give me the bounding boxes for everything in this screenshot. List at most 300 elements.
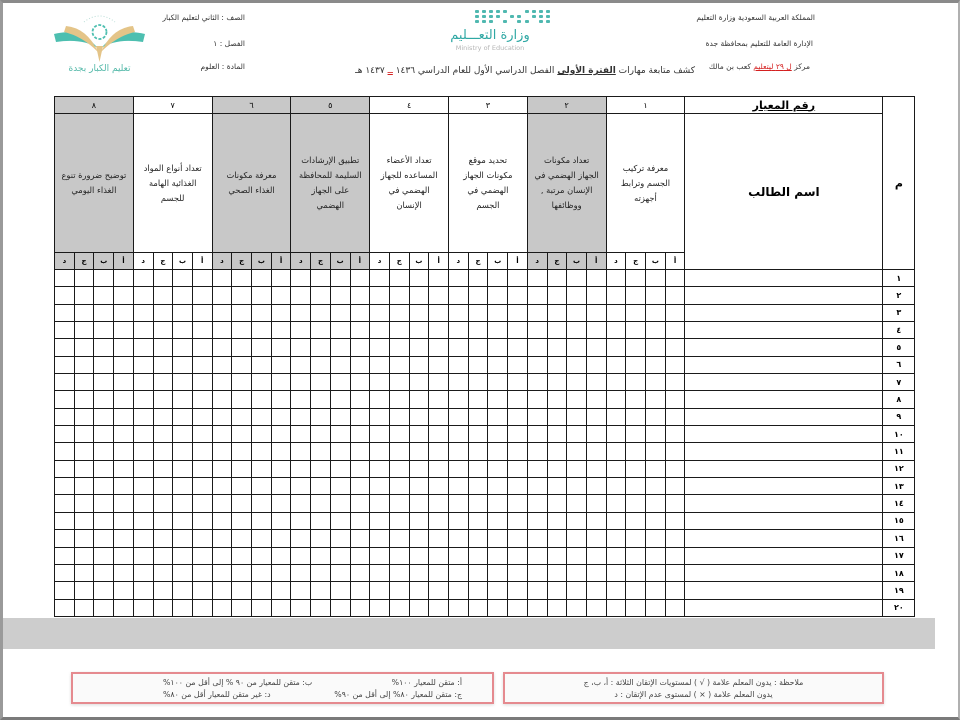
mark-cell[interactable] (271, 287, 291, 304)
mark-cell[interactable] (488, 391, 508, 408)
mark-cell[interactable] (252, 391, 272, 408)
mark-cell[interactable] (291, 460, 311, 477)
mark-cell[interactable] (606, 356, 626, 373)
mark-cell[interactable] (330, 599, 350, 616)
mark-cell[interactable] (173, 356, 193, 373)
mark-cell[interactable] (429, 564, 449, 581)
student-name-cell[interactable] (685, 287, 883, 304)
mark-cell[interactable] (153, 287, 173, 304)
mark-cell[interactable] (468, 512, 488, 529)
mark-cell[interactable] (488, 512, 508, 529)
mark-cell[interactable] (350, 270, 370, 287)
student-name-cell[interactable] (685, 530, 883, 547)
mark-cell[interactable] (665, 374, 685, 391)
mark-cell[interactable] (508, 599, 528, 616)
mark-cell[interactable] (114, 599, 134, 616)
mark-cell[interactable] (94, 426, 114, 443)
mark-cell[interactable] (271, 599, 291, 616)
mark-cell[interactable] (232, 304, 252, 321)
mark-cell[interactable] (448, 512, 468, 529)
mark-cell[interactable] (173, 408, 193, 425)
mark-cell[interactable] (291, 339, 311, 356)
mark-cell[interactable] (547, 287, 567, 304)
mark-cell[interactable] (55, 443, 75, 460)
mark-cell[interactable] (232, 512, 252, 529)
mark-cell[interactable] (606, 547, 626, 564)
mark-cell[interactable] (291, 426, 311, 443)
mark-cell[interactable] (547, 426, 567, 443)
mark-cell[interactable] (114, 391, 134, 408)
mark-cell[interactable] (389, 512, 409, 529)
mark-cell[interactable] (173, 287, 193, 304)
mark-cell[interactable] (626, 599, 646, 616)
mark-cell[interactable] (114, 478, 134, 495)
mark-cell[interactable] (567, 426, 587, 443)
mark-cell[interactable] (606, 599, 626, 616)
mark-cell[interactable] (665, 564, 685, 581)
mark-cell[interactable] (488, 582, 508, 599)
mark-cell[interactable] (488, 495, 508, 512)
mark-cell[interactable] (311, 391, 331, 408)
mark-cell[interactable] (508, 426, 528, 443)
mark-cell[interactable] (94, 460, 114, 477)
student-name-cell[interactable] (685, 270, 883, 287)
mark-cell[interactable] (232, 530, 252, 547)
mark-cell[interactable] (173, 512, 193, 529)
mark-cell[interactable] (508, 564, 528, 581)
mark-cell[interactable] (606, 478, 626, 495)
student-name-cell[interactable] (685, 547, 883, 564)
mark-cell[interactable] (350, 460, 370, 477)
mark-cell[interactable] (646, 460, 666, 477)
mark-cell[interactable] (311, 270, 331, 287)
mark-cell[interactable] (271, 512, 291, 529)
mark-cell[interactable] (646, 478, 666, 495)
mark-cell[interactable] (330, 547, 350, 564)
mark-cell[interactable] (350, 564, 370, 581)
mark-cell[interactable] (311, 408, 331, 425)
mark-cell[interactable] (173, 495, 193, 512)
mark-cell[interactable] (429, 530, 449, 547)
mark-cell[interactable] (567, 478, 587, 495)
mark-cell[interactable] (133, 304, 153, 321)
mark-cell[interactable] (133, 478, 153, 495)
mark-cell[interactable] (153, 391, 173, 408)
mark-cell[interactable] (173, 530, 193, 547)
mark-cell[interactable] (173, 443, 193, 460)
mark-cell[interactable] (488, 547, 508, 564)
mark-cell[interactable] (646, 512, 666, 529)
mark-cell[interactable] (55, 374, 75, 391)
mark-cell[interactable] (133, 460, 153, 477)
mark-cell[interactable] (547, 374, 567, 391)
mark-cell[interactable] (665, 443, 685, 460)
mark-cell[interactable] (448, 408, 468, 425)
mark-cell[interactable] (409, 408, 429, 425)
mark-cell[interactable] (429, 304, 449, 321)
mark-cell[interactable] (173, 599, 193, 616)
mark-cell[interactable] (586, 270, 606, 287)
mark-cell[interactable] (488, 460, 508, 477)
mark-cell[interactable] (567, 460, 587, 477)
mark-cell[interactable] (350, 374, 370, 391)
mark-cell[interactable] (55, 460, 75, 477)
mark-cell[interactable] (153, 547, 173, 564)
mark-cell[interactable] (665, 391, 685, 408)
mark-cell[interactable] (133, 530, 153, 547)
mark-cell[interactable] (389, 304, 409, 321)
mark-cell[interactable] (429, 478, 449, 495)
mark-cell[interactable] (527, 408, 547, 425)
mark-cell[interactable] (586, 547, 606, 564)
mark-cell[interactable] (114, 374, 134, 391)
mark-cell[interactable] (665, 356, 685, 373)
mark-cell[interactable] (586, 304, 606, 321)
mark-cell[interactable] (409, 443, 429, 460)
mark-cell[interactable] (192, 495, 212, 512)
mark-cell[interactable] (350, 512, 370, 529)
mark-cell[interactable] (547, 512, 567, 529)
mark-cell[interactable] (370, 426, 390, 443)
mark-cell[interactable] (55, 530, 75, 547)
mark-cell[interactable] (271, 322, 291, 339)
mark-cell[interactable] (114, 582, 134, 599)
mark-cell[interactable] (311, 547, 331, 564)
mark-cell[interactable] (153, 322, 173, 339)
mark-cell[interactable] (212, 478, 232, 495)
mark-cell[interactable] (567, 270, 587, 287)
mark-cell[interactable] (192, 339, 212, 356)
mark-cell[interactable] (330, 339, 350, 356)
mark-cell[interactable] (370, 495, 390, 512)
mark-cell[interactable] (547, 270, 567, 287)
mark-cell[interactable] (350, 408, 370, 425)
mark-cell[interactable] (173, 564, 193, 581)
mark-cell[interactable] (212, 582, 232, 599)
mark-cell[interactable] (508, 582, 528, 599)
mark-cell[interactable] (74, 564, 94, 581)
mark-cell[interactable] (508, 339, 528, 356)
mark-cell[interactable] (192, 460, 212, 477)
mark-cell[interactable] (153, 460, 173, 477)
mark-cell[interactable] (488, 304, 508, 321)
mark-cell[interactable] (212, 322, 232, 339)
mark-cell[interactable] (252, 599, 272, 616)
mark-cell[interactable] (291, 564, 311, 581)
mark-cell[interactable] (94, 582, 114, 599)
mark-cell[interactable] (192, 426, 212, 443)
mark-cell[interactable] (527, 582, 547, 599)
student-name-cell[interactable] (685, 322, 883, 339)
mark-cell[interactable] (468, 374, 488, 391)
mark-cell[interactable] (55, 356, 75, 373)
mark-cell[interactable] (468, 426, 488, 443)
mark-cell[interactable] (330, 287, 350, 304)
mark-cell[interactable] (311, 339, 331, 356)
mark-cell[interactable] (133, 391, 153, 408)
mark-cell[interactable] (488, 530, 508, 547)
mark-cell[interactable] (173, 270, 193, 287)
mark-cell[interactable] (94, 512, 114, 529)
mark-cell[interactable] (488, 478, 508, 495)
mark-cell[interactable] (291, 304, 311, 321)
mark-cell[interactable] (350, 304, 370, 321)
mark-cell[interactable] (626, 530, 646, 547)
mark-cell[interactable] (55, 287, 75, 304)
mark-cell[interactable] (114, 530, 134, 547)
mark-cell[interactable] (232, 322, 252, 339)
mark-cell[interactable] (252, 564, 272, 581)
mark-cell[interactable] (114, 443, 134, 460)
mark-cell[interactable] (74, 495, 94, 512)
mark-cell[interactable] (212, 547, 232, 564)
mark-cell[interactable] (232, 270, 252, 287)
mark-cell[interactable] (173, 426, 193, 443)
mark-cell[interactable] (330, 530, 350, 547)
mark-cell[interactable] (370, 547, 390, 564)
mark-cell[interactable] (232, 374, 252, 391)
mark-cell[interactable] (212, 460, 232, 477)
mark-cell[interactable] (114, 287, 134, 304)
mark-cell[interactable] (370, 391, 390, 408)
mark-cell[interactable] (567, 408, 587, 425)
mark-cell[interactable] (389, 478, 409, 495)
mark-cell[interactable] (55, 599, 75, 616)
mark-cell[interactable] (488, 374, 508, 391)
student-name-cell[interactable] (685, 391, 883, 408)
mark-cell[interactable] (94, 547, 114, 564)
mark-cell[interactable] (429, 443, 449, 460)
mark-cell[interactable] (114, 547, 134, 564)
mark-cell[interactable] (370, 460, 390, 477)
mark-cell[interactable] (330, 495, 350, 512)
mark-cell[interactable] (74, 322, 94, 339)
mark-cell[interactable] (488, 443, 508, 460)
student-name-cell[interactable] (685, 408, 883, 425)
mark-cell[interactable] (311, 443, 331, 460)
mark-cell[interactable] (173, 478, 193, 495)
mark-cell[interactable] (488, 322, 508, 339)
mark-cell[interactable] (232, 478, 252, 495)
mark-cell[interactable] (330, 356, 350, 373)
mark-cell[interactable] (252, 460, 272, 477)
mark-cell[interactable] (212, 564, 232, 581)
mark-cell[interactable] (665, 304, 685, 321)
mark-cell[interactable] (586, 426, 606, 443)
mark-cell[interactable] (547, 599, 567, 616)
mark-cell[interactable] (606, 391, 626, 408)
mark-cell[interactable] (74, 547, 94, 564)
mark-cell[interactable] (448, 460, 468, 477)
mark-cell[interactable] (389, 270, 409, 287)
mark-cell[interactable] (567, 582, 587, 599)
mark-cell[interactable] (409, 564, 429, 581)
mark-cell[interactable] (212, 495, 232, 512)
mark-cell[interactable] (488, 599, 508, 616)
mark-cell[interactable] (252, 322, 272, 339)
mark-cell[interactable] (311, 374, 331, 391)
mark-cell[interactable] (626, 339, 646, 356)
mark-cell[interactable] (409, 339, 429, 356)
mark-cell[interactable] (547, 356, 567, 373)
mark-cell[interactable] (567, 547, 587, 564)
mark-cell[interactable] (606, 512, 626, 529)
mark-cell[interactable] (271, 408, 291, 425)
mark-cell[interactable] (448, 599, 468, 616)
mark-cell[interactable] (114, 339, 134, 356)
mark-cell[interactable] (350, 495, 370, 512)
mark-cell[interactable] (311, 582, 331, 599)
mark-cell[interactable] (192, 270, 212, 287)
student-name-cell[interactable] (685, 426, 883, 443)
mark-cell[interactable] (153, 495, 173, 512)
mark-cell[interactable] (232, 564, 252, 581)
mark-cell[interactable] (173, 304, 193, 321)
mark-cell[interactable] (448, 374, 468, 391)
mark-cell[interactable] (409, 582, 429, 599)
mark-cell[interactable] (133, 408, 153, 425)
mark-cell[interactable] (468, 356, 488, 373)
mark-cell[interactable] (311, 599, 331, 616)
mark-cell[interactable] (212, 512, 232, 529)
mark-cell[interactable] (626, 460, 646, 477)
mark-cell[interactable] (409, 270, 429, 287)
mark-cell[interactable] (330, 582, 350, 599)
mark-cell[interactable] (370, 512, 390, 529)
mark-cell[interactable] (114, 512, 134, 529)
mark-cell[interactable] (55, 322, 75, 339)
mark-cell[interactable] (133, 582, 153, 599)
mark-cell[interactable] (626, 512, 646, 529)
mark-cell[interactable] (646, 339, 666, 356)
mark-cell[interactable] (606, 304, 626, 321)
mark-cell[interactable] (527, 287, 547, 304)
mark-cell[interactable] (252, 512, 272, 529)
mark-cell[interactable] (665, 599, 685, 616)
mark-cell[interactable] (291, 374, 311, 391)
mark-cell[interactable] (232, 391, 252, 408)
mark-cell[interactable] (311, 478, 331, 495)
mark-cell[interactable] (547, 564, 567, 581)
mark-cell[interactable] (508, 374, 528, 391)
mark-cell[interactable] (409, 391, 429, 408)
mark-cell[interactable] (370, 582, 390, 599)
mark-cell[interactable] (212, 287, 232, 304)
mark-cell[interactable] (547, 460, 567, 477)
mark-cell[interactable] (74, 339, 94, 356)
mark-cell[interactable] (586, 339, 606, 356)
mark-cell[interactable] (370, 287, 390, 304)
mark-cell[interactable] (468, 408, 488, 425)
mark-cell[interactable] (133, 356, 153, 373)
mark-cell[interactable] (153, 564, 173, 581)
mark-cell[interactable] (74, 426, 94, 443)
mark-cell[interactable] (567, 391, 587, 408)
mark-cell[interactable] (94, 304, 114, 321)
mark-cell[interactable] (192, 582, 212, 599)
mark-cell[interactable] (153, 478, 173, 495)
mark-cell[interactable] (508, 478, 528, 495)
mark-cell[interactable] (252, 408, 272, 425)
mark-cell[interactable] (606, 564, 626, 581)
mark-cell[interactable] (468, 564, 488, 581)
mark-cell[interactable] (468, 460, 488, 477)
mark-cell[interactable] (291, 478, 311, 495)
mark-cell[interactable] (586, 564, 606, 581)
mark-cell[interactable] (665, 270, 685, 287)
mark-cell[interactable] (212, 530, 232, 547)
mark-cell[interactable] (252, 478, 272, 495)
mark-cell[interactable] (291, 322, 311, 339)
mark-cell[interactable] (271, 495, 291, 512)
mark-cell[interactable] (508, 512, 528, 529)
mark-cell[interactable] (567, 564, 587, 581)
mark-cell[interactable] (586, 322, 606, 339)
mark-cell[interactable] (370, 304, 390, 321)
mark-cell[interactable] (527, 530, 547, 547)
mark-cell[interactable] (429, 599, 449, 616)
mark-cell[interactable] (448, 304, 468, 321)
mark-cell[interactable] (291, 287, 311, 304)
mark-cell[interactable] (370, 478, 390, 495)
mark-cell[interactable] (192, 564, 212, 581)
mark-cell[interactable] (448, 443, 468, 460)
mark-cell[interactable] (94, 356, 114, 373)
mark-cell[interactable] (370, 356, 390, 373)
mark-cell[interactable] (114, 322, 134, 339)
mark-cell[interactable] (212, 426, 232, 443)
mark-cell[interactable] (192, 287, 212, 304)
mark-cell[interactable] (291, 408, 311, 425)
mark-cell[interactable] (114, 495, 134, 512)
mark-cell[interactable] (586, 512, 606, 529)
mark-cell[interactable] (94, 339, 114, 356)
mark-cell[interactable] (153, 599, 173, 616)
mark-cell[interactable] (508, 304, 528, 321)
mark-cell[interactable] (665, 339, 685, 356)
mark-cell[interactable] (606, 408, 626, 425)
mark-cell[interactable] (488, 287, 508, 304)
mark-cell[interactable] (409, 599, 429, 616)
mark-cell[interactable] (271, 547, 291, 564)
mark-cell[interactable] (192, 547, 212, 564)
mark-cell[interactable] (468, 495, 488, 512)
mark-cell[interactable] (389, 443, 409, 460)
mark-cell[interactable] (567, 599, 587, 616)
mark-cell[interactable] (468, 339, 488, 356)
mark-cell[interactable] (173, 322, 193, 339)
mark-cell[interactable] (389, 582, 409, 599)
mark-cell[interactable] (448, 356, 468, 373)
mark-cell[interactable] (370, 599, 390, 616)
mark-cell[interactable] (94, 599, 114, 616)
mark-cell[interactable] (527, 495, 547, 512)
mark-cell[interactable] (74, 460, 94, 477)
mark-cell[interactable] (330, 374, 350, 391)
mark-cell[interactable] (665, 495, 685, 512)
mark-cell[interactable] (350, 391, 370, 408)
mark-cell[interactable] (468, 304, 488, 321)
mark-cell[interactable] (567, 374, 587, 391)
mark-cell[interactable] (350, 443, 370, 460)
mark-cell[interactable] (55, 339, 75, 356)
mark-cell[interactable] (448, 582, 468, 599)
mark-cell[interactable] (606, 582, 626, 599)
mark-cell[interactable] (665, 426, 685, 443)
mark-cell[interactable] (153, 582, 173, 599)
student-name-cell[interactable] (685, 564, 883, 581)
mark-cell[interactable] (626, 391, 646, 408)
